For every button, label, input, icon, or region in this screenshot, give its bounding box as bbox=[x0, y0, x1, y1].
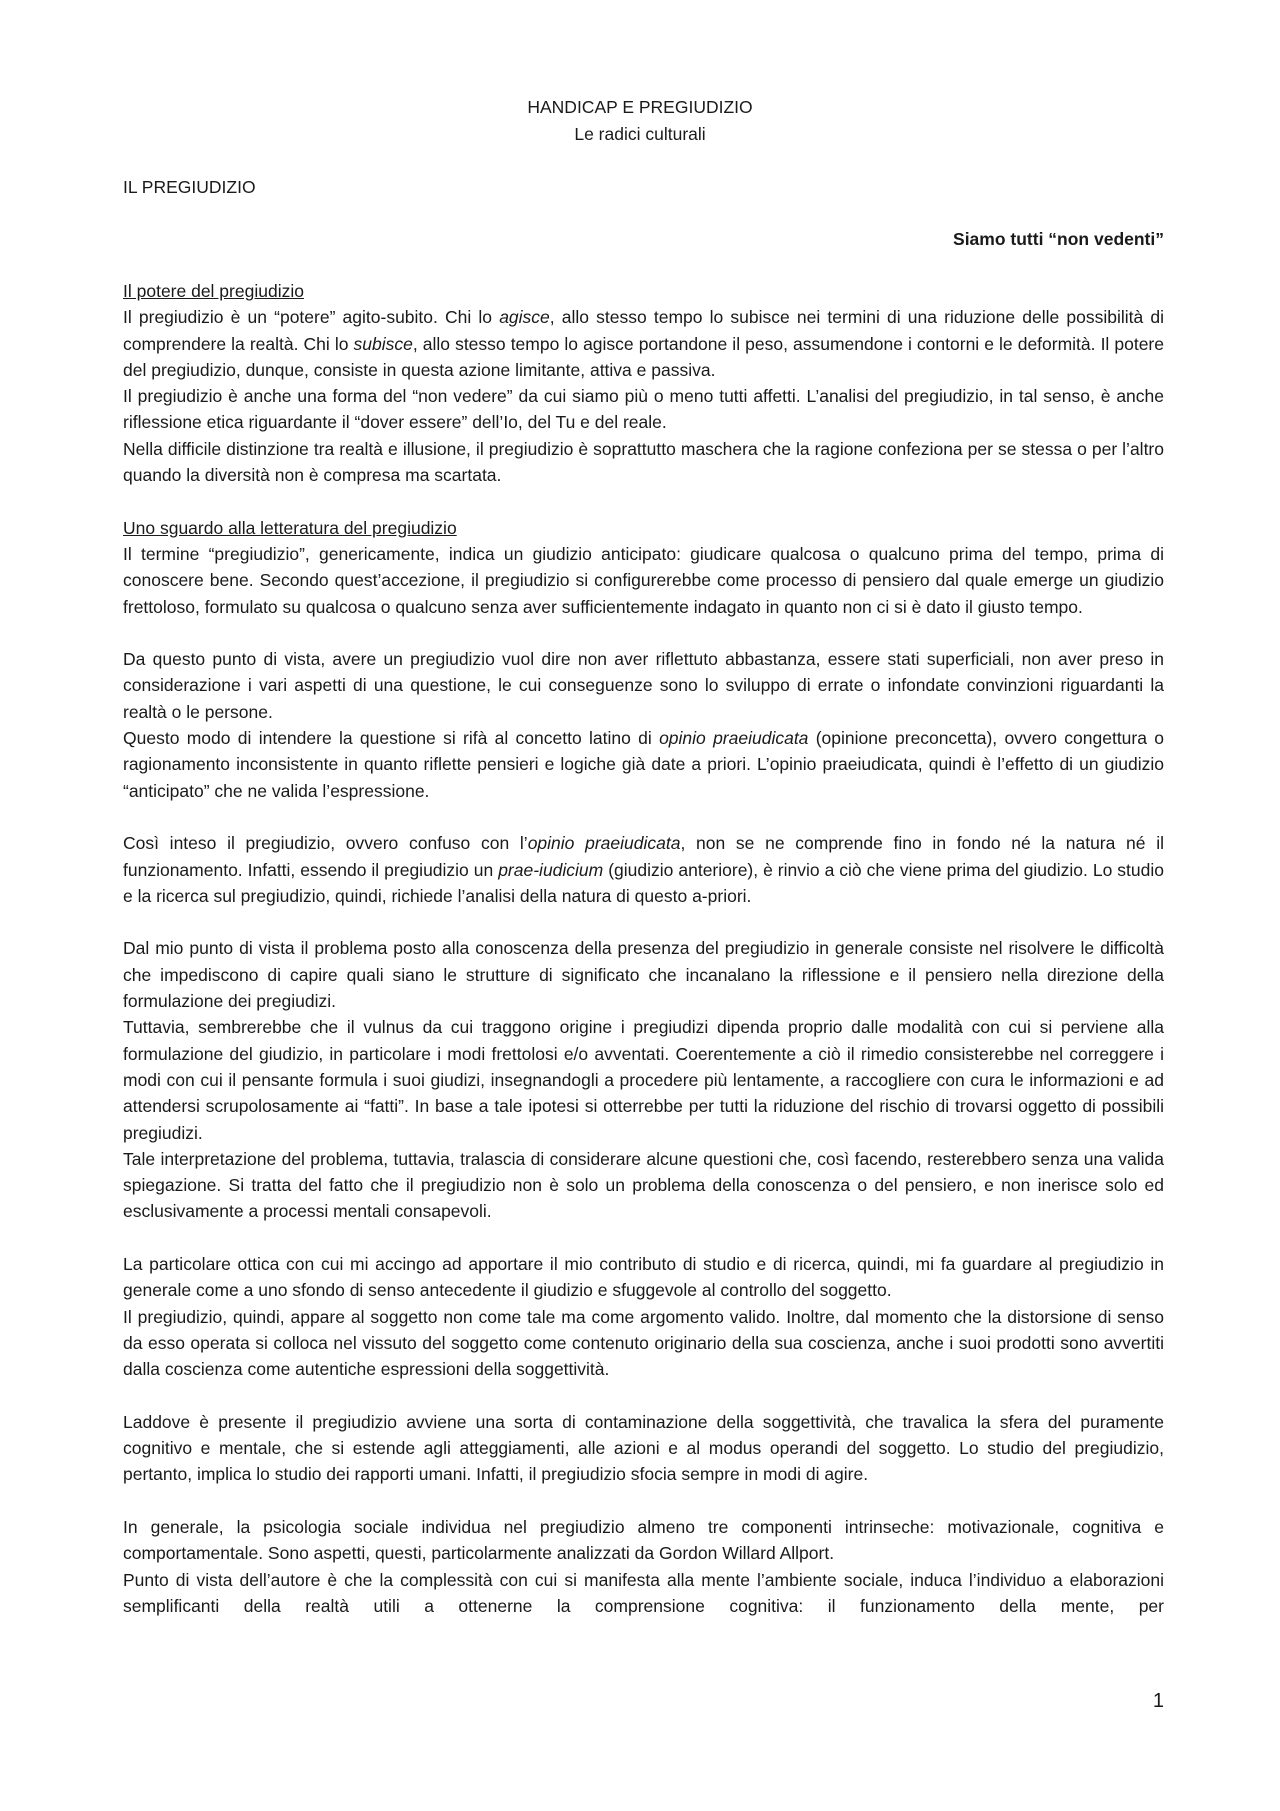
paragraph-7-italic-praeiudicium: prae-iudicium bbox=[498, 859, 604, 880]
epigraph: Siamo tutti “non vedenti” bbox=[953, 229, 1164, 249]
paragraph-14: In generale, la psicologia sociale individua nel pregiudizio almeno tre componenti intrinseche: motivazionale, cognitiva e comportamentale. Sono aspetti, questi, particolarmente analizzati da Gordon Willard Allport. bbox=[123, 1516, 1164, 1564]
document-subtitle: Le radici culturali bbox=[574, 124, 706, 144]
paragraph-10: Tale interpretazione del problema, tuttavia, tralascia di considerare alcune questioni che, così facendo, resterebbero senza una valida spiegazione. Si tratta del fatto che il pregiudizio non è solo un problema della conoscenza o del pensiero, e non inerisce solo ed esclusivamente a processi mentali consapevoli. bbox=[123, 1148, 1164, 1222]
paragraph-11: La particolare ottica con cui mi accingo ad apportare il mio contributo di studio e di ricerca, quindi, mi fa guardare al pregiudizio in generale come a uno sfondo di senso antecedente il giudizio e sfuggevole al controllo del soggetto. bbox=[123, 1253, 1164, 1301]
paragraph-1-italic-subisce: subisce bbox=[353, 333, 413, 354]
paragraph-6-text-c: (opinione preconcetta), ovvero congettura o ragionamento inconsistente in quanto riflette pensieri e logiche già date a priori. L’opinio praeiudicata, quindi è l’effetto di un giudizio “anticipato” che ne valida l’espressione. bbox=[123, 728, 1164, 801]
document-body bbox=[123, 278, 1164, 1619]
paragraph-4: Il termine “pregiudizio”, genericamente, indica un giudizio anticipato: giudicare qualcosa o qualcuno prima del tempo, prima di conoscere bene. Secondo quest’accezione, il pregiudizio si configurerebbe come processo di pensiero dal quale emerge un giudizio frettoloso, formulato su qualcosa o qualcuno senza aver sufficientemente indagato in quanto non ci si è dato il giusto tempo. bbox=[123, 543, 1164, 617]
paragraph-1-text-c: , allo stesso tempo lo subisce nei termini di una riduzione delle possibilità di comprendere la realtà. Chi lo bbox=[123, 307, 1164, 354]
paragraph-gap bbox=[123, 909, 1164, 935]
paragraph-7-text-a: Così inteso il pregiudizio, ovvero confuso con l’ bbox=[123, 833, 528, 854]
paragraph-12: Il pregiudizio, quindi, appare al soggetto non come tale ma come argomento valido. Inoltre, dal momento che la distorsione di senso da esso operata si colloca nel vissuto del soggetto come contenuto originario della sua coscienza, anche i suoi prodotti sono avvertiti dalla coscienza come autentiche espressioni della soggettività. bbox=[123, 1306, 1164, 1380]
document-title: HANDICAP E PREGIUDIZIO bbox=[527, 97, 753, 117]
paragraph-3: Nella difficile distinzione tra realtà e illusione, il pregiudizio è soprattutto maschera che la ragione confeziona per se stessa o per l’altro quando la diversità non è compresa ma scartata. bbox=[123, 438, 1164, 486]
section-heading: IL PREGIUDIZIO bbox=[123, 177, 256, 197]
page-number: 1 bbox=[1152, 1690, 1164, 1712]
paragraph-6-text-a: Questo modo di intendere la questione si rifà al concetto latino di bbox=[123, 728, 660, 749]
paragraph-2: Il pregiudizio è anche una forma del “non vedere” da cui siamo più o meno tutti affetti. L’analisi del pregiudizio, in tal senso, è anche riflessione etica riguardante il “dover essere” dell’Io, del Tu e del reale. bbox=[123, 386, 1164, 433]
paragraph-8: Dal mio punto di vista il problema posto alla conoscenza della presenza del pregiudizio in generale consiste nel risolvere le difficoltà che impediscono di capire quali siano le strutture di significato che incanalano la riflessione e il pensiero nella direzione della formulazione dei pregiudizi. bbox=[123, 938, 1164, 1012]
paragraph-1-text-a: Il pregiudizio è un “potere” agito-subito. Chi lo bbox=[123, 307, 500, 328]
paragraph-13: Laddove è presente il pregiudizio avviene una sorta di contaminazione della soggettività, che travalica la sfera del puramente cognitivo e mentale, che si estende agli atteggiamenti, alle azioni e al modus operandi del soggetto. Lo studio del pregiudizio, pertanto, implica lo studio dei rapporti umani. Infatti, il pregiudizio sfocia sempre in modi di agire. bbox=[123, 1411, 1164, 1485]
subheading-potere: Il potere del pregiudizio bbox=[123, 281, 304, 301]
paragraph-6-italic-opinio: opinio praeiudicata bbox=[659, 728, 809, 749]
paragraph-gap bbox=[123, 620, 1164, 646]
paragraph-1-text-e: , allo stesso tempo lo agisce portandone il peso, assumendone i contorni e le deformità. Il potere del pregiudizio, dunque, consiste in questa azione limitante, attiva e passiva. bbox=[123, 333, 1164, 380]
paragraph-gap bbox=[123, 1382, 1164, 1408]
paragraph-6 bbox=[123, 725, 1164, 804]
paragraph-gap bbox=[123, 1225, 1164, 1251]
paragraph-5: Da questo punto di vista, avere un pregiudizio vuol dire non aver riflettuto abbastanza, essere stati superficiali, non aver preso in considerazione i vari aspetti di una questione, le cui conseguenze sono lo sviluppo di errate o infondate convinzioni riguardanti la realtà o le persone. bbox=[123, 649, 1164, 722]
paragraph-7-text-e: (giudizio anteriore), è rinvio a ciò che viene prima del giudizio. Lo studio e la ricerca sul pregiudizio, quindi, richiede l’analisi della natura di questo a-priori. bbox=[123, 859, 1164, 906]
paragraph-7 bbox=[123, 830, 1164, 909]
paragraph-gap bbox=[123, 804, 1164, 830]
paragraph-gap bbox=[123, 1488, 1164, 1514]
paragraph-7-italic-opinio: opinio praeiudicata bbox=[527, 833, 681, 854]
paragraph-gap bbox=[123, 488, 1164, 514]
paragraph-1-italic-agisce: agisce bbox=[499, 307, 550, 328]
paragraph-9: Tuttavia, sembrerebbe che il vulnus da cui traggono origine i pregiudizi dipenda proprio dalle modalità con cui si perviene alla formulazione del giudizio, in particolare i modi frettolosi e/o avventati. Coerentemente a ciò il rimedio consisterebbe nel correggere i modi con cui il pensante formula i suoi giudizi, insegnandogli a procedere più lentamente, a raccogliere con cura le informazioni e ad attendersi scrupolosamente ai “fatti”. In base a tale ipotesi si otterrebbe per tutti la riduzione del rischio di trovarsi oggetto di possibili pregiudizi. bbox=[123, 1017, 1164, 1143]
paragraph-1 bbox=[123, 304, 1164, 383]
paragraph-7-text-c: , non se ne comprende fino in fondo né la natura né il funzionamento. Infatti, essendo il pregiudizio un bbox=[123, 833, 1165, 880]
paragraph-15: Punto di vista dell’autore è che la complessità con cui si manifesta alla mente l’ambiente sociale, induca l’individuo a elaborazioni semplificanti della realtà utili a ottenerne la comprensione cognitiva: il funzionamento della mente, per bbox=[123, 1569, 1164, 1616]
subheading-letteratura: Uno sguardo alla letteratura del pregiudizio bbox=[123, 517, 457, 538]
title-block bbox=[0, 94, 1280, 148]
